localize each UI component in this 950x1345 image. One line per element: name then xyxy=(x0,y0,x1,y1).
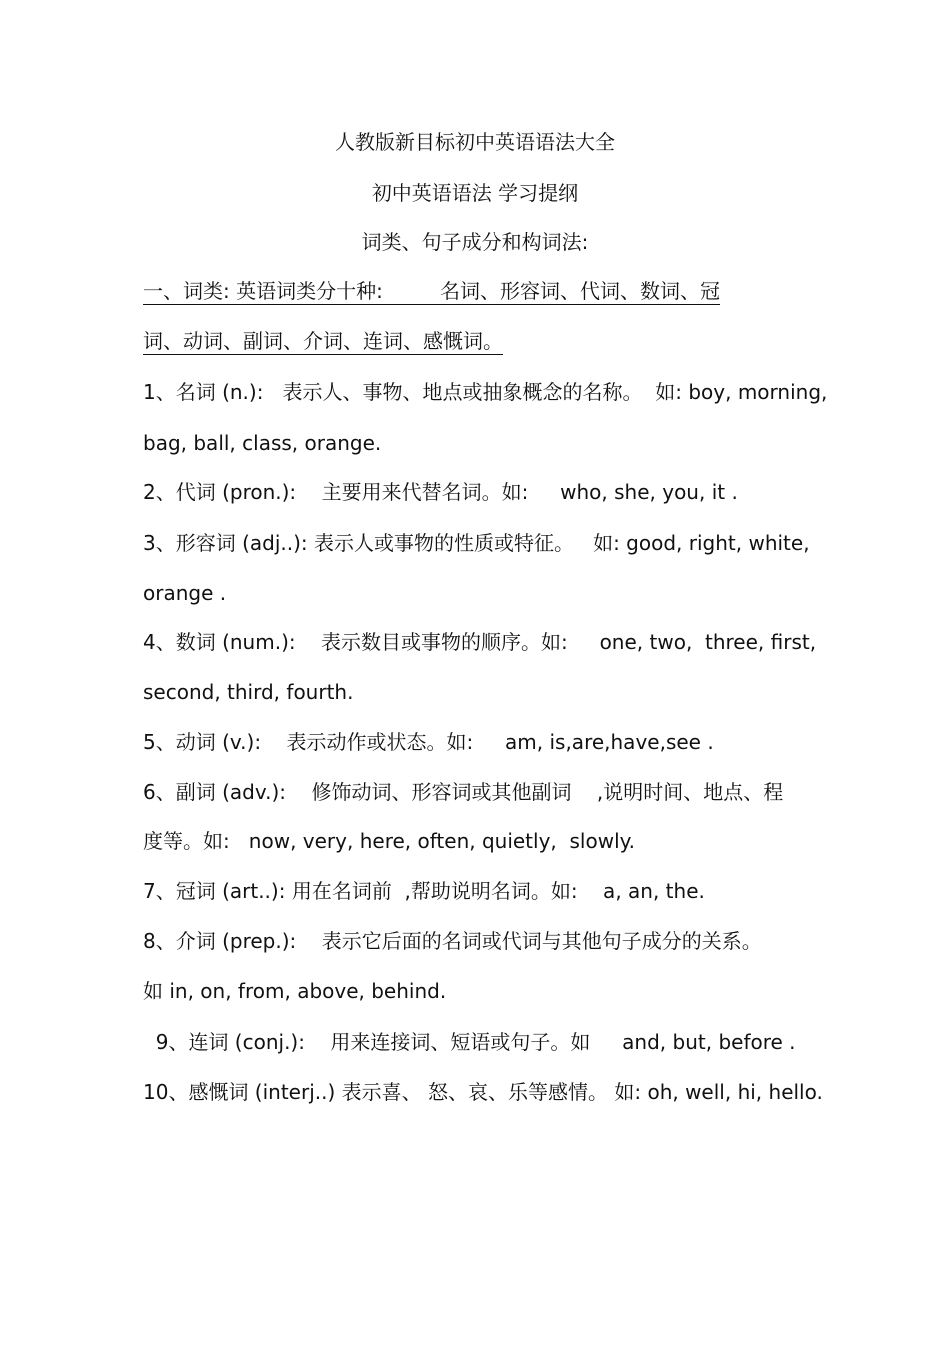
item-adjective-line-2: orange . xyxy=(143,581,227,605)
intro-line-1 xyxy=(143,276,720,306)
document-subtitle: 初中英语语法 学习提纲 xyxy=(371,181,579,205)
intro-line-1-text: 一、词类: 英语词类分十种: 名词、形容词、代词、数词、冠 xyxy=(143,279,721,303)
item-verb-line-1: 5、动词 (v.): 表示动作或状态。如: am, is,are,have,see . xyxy=(143,730,714,754)
item-noun-line-1: 1、名词 (n.): 表示人、事物、地点或抽象概念的名称。 如: boy, morning, xyxy=(143,380,828,404)
item-adverb-line-1: 6、副词 (adv.): 修饰动词、形容词或其他副词 ,说明时间、地点、程 xyxy=(143,780,784,804)
intro-line-2-text: 词、动词、副词、介词、连词、感慨词。 xyxy=(143,329,503,353)
section-heading: 词类、句子成分和构词法: xyxy=(361,230,589,254)
item-adverb-line-2: 度等。如: now, very, here, often, quietly, slowly. xyxy=(143,829,635,853)
item-numeral-line-1: 4、数词 (num.): 表示数目或事物的顺序。如: one, two, three, first, xyxy=(143,630,817,654)
item-interjection-line-1: 10、感慨词 (interj..) 表示喜、 怒、哀、乐等感情。 如: oh, well, hi, hello. xyxy=(143,1080,823,1104)
item-article-line-1: 7、冠词 (art..): 用在名词前 ,帮助说明名词。如: a, an, the. xyxy=(143,879,705,903)
item-conjunction-line-1: 9、连词 (conj.): 用来连接词、短语或句子。如 and, but, before . xyxy=(143,1030,796,1054)
item-preposition-line-1: 8、介词 (prep.): 表示它后面的名词或代词与其他句子成分的关系。 xyxy=(143,929,762,953)
item-preposition-line-2: 如 in, on, from, above, behind. xyxy=(143,979,447,1003)
item-numeral-line-2: second, third, fourth. xyxy=(143,680,354,704)
document-title: 人教版新目标初中英语语法大全 xyxy=(335,130,615,154)
item-noun-line-2: bag, ball, class, orange. xyxy=(143,431,382,455)
item-pronoun-line-1: 2、代词 (pron.): 主要用来代替名词。如: who, she, you, it . xyxy=(143,480,738,504)
item-adjective-line-1: 3、形容词 (adj..): 表示人或事物的性质或特征。 如: good, right, white, xyxy=(143,531,810,555)
intro-line-2 xyxy=(143,326,503,356)
